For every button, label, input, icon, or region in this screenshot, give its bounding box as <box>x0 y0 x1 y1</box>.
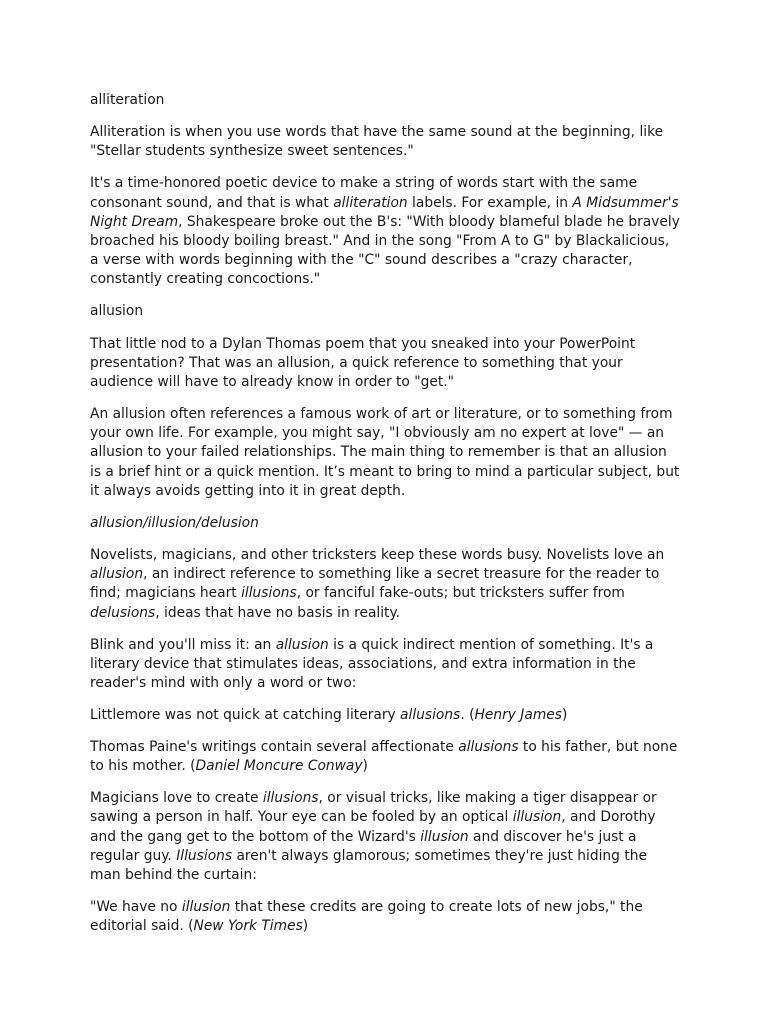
italic-text: allusions <box>458 739 519 756</box>
text-run: is a quick indirect mention of something. It's a literary device that stimulates ideas, associations, and extra information in the reader's mind with only a word or two: <box>90 636 654 692</box>
text-run: , or fanciful fake-outs; but tricksters suffer from <box>296 585 625 602</box>
italic-text: Daniel Moncure Conway <box>195 758 363 775</box>
body-paragraph <box>90 706 680 725</box>
section-heading: allusion <box>90 303 144 320</box>
italic-text: illusions <box>241 585 297 602</box>
body-paragraph <box>90 546 680 623</box>
text-run: labels. For example, in <box>407 194 573 211</box>
text-run: and discover he's just a regular guy. <box>90 828 637 864</box>
italic-text: A Midsummer's Night Dream <box>90 194 679 230</box>
text-run: Alliteration is when you use words that have the same sound at the beginning, like "Stellar students synthesize sweet sentences." <box>90 124 664 160</box>
text-run: , ideas that have no basis in reality. <box>155 604 401 621</box>
text-run: An allusion often references a famous work of art or literature, or to something from your own life. For example, you might say, "I obviously am no expert at love" — an allusion to your failed relationships. The main thing to remember is that an allusion is a brief hint or a quick mention. It’s meant to bring to mind a particular subject, but it always avoids getting into it in great depth. <box>90 406 680 499</box>
section-heading: allusion/illusion/delusion <box>90 514 259 531</box>
text-run: ) <box>302 918 309 935</box>
italic-text: illusion <box>420 828 469 845</box>
text-run: that these credits are going to create lots of new jobs," the editorial said. ( <box>90 899 643 935</box>
body-paragraph <box>90 898 680 936</box>
text-run: aren't always glamorous; sometimes they're just hiding the man behind the curtain: <box>90 847 647 884</box>
text-run: , Shakespeare broke out the B's: "With bloody blameful blade he bravely broached his bloody boiling breast." And in the song "From A to G" by Blackalicious, a verse with words beginning with the "C" sound describes a "crazy character, constantly creating concoctions." <box>90 213 680 288</box>
italic-text: Henry James <box>474 707 562 724</box>
italic-text: allusion <box>90 566 144 583</box>
text-run: Littlemore was not quick at catching literary <box>90 707 401 724</box>
text-run: Thomas Paine's writings contain several affectionate <box>90 739 459 756</box>
body-paragraph <box>90 738 680 776</box>
text-run: , or visual tricks, like making a tiger disappear or sawing a person in half. Your eye can be fooled by an optical <box>90 790 657 826</box>
text-run: Blink and you'll miss it: an <box>90 636 276 653</box>
italic-text: illusions <box>262 790 319 807</box>
text-run: Magicians love to create <box>90 790 263 807</box>
body-paragraph <box>90 335 680 393</box>
italic-text: illusion <box>512 809 562 826</box>
body-paragraph <box>90 789 680 885</box>
document-page <box>90 91 680 949</box>
italic-text: New York Times <box>193 918 303 935</box>
italic-text: alliteration <box>333 194 408 211</box>
text-run: ) <box>362 758 368 775</box>
text-run: ) <box>561 707 568 724</box>
italic-text: allusions <box>400 707 461 724</box>
italic-text: Illusions <box>176 847 233 864</box>
body-paragraph <box>90 174 680 289</box>
body-paragraph <box>90 123 680 161</box>
italic-text: illusion <box>181 899 231 916</box>
text-run: It's a time-honored poetic device to make a string of words start with the same consonant sound, and that is what <box>90 175 638 211</box>
text-run: That little nod to a Dylan Thomas poem that you sneaked into your PowerPoint presentation? That was an allusion, a quick reference to something that your audience will have to already know in order to "get." <box>90 335 636 391</box>
text-run: , an indirect reference to something like a secret treasure for the reader to find; magicians heart <box>90 566 660 602</box>
body-paragraph <box>90 405 680 501</box>
text-run: . ( <box>460 707 475 724</box>
text-run: , and Dorothy and the gang get to the bottom of the Wizard's <box>90 809 656 845</box>
text-run: to his father, but none to his mother. ( <box>90 739 678 775</box>
text-run: Novelists, magicians, and other tricksters keep these words busy. Novelists love an <box>90 547 665 564</box>
italic-text: delusions <box>90 604 156 621</box>
italic-text: allusion <box>275 636 329 653</box>
text-run: "We have no <box>90 899 182 916</box>
body-paragraph <box>90 636 680 694</box>
section-heading: alliteration <box>90 92 165 108</box>
